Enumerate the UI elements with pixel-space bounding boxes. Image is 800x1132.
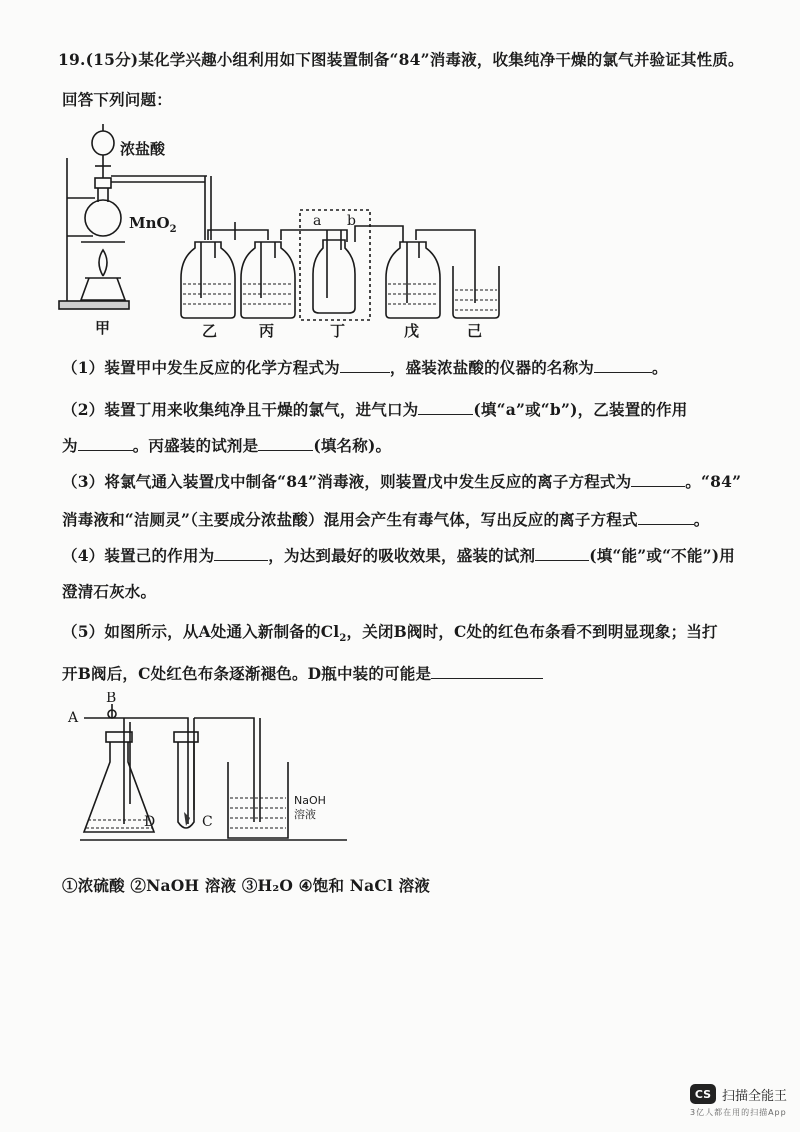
label-A: A xyxy=(68,710,79,726)
subq-4-line-2: 澄清石灰水。 xyxy=(62,582,157,601)
subq-5-line-1: （5）如图所示，从A处通入新制备的$Cl_2$，关闭B阀时，C处的红色布条看不到明显现象；当打 xyxy=(62,622,718,645)
label-yi: 乙 xyxy=(202,322,218,340)
port-a-label: a xyxy=(313,213,322,229)
subq-5-line-2: 开B阀后，C处红色布条逐渐褪色。D瓶中装的可能是 xyxy=(62,662,543,684)
apparatus-figure-1 xyxy=(55,118,555,343)
label-ding: 丁 xyxy=(330,322,346,340)
label-B: B xyxy=(106,692,117,706)
question-score: (15分) xyxy=(85,50,139,69)
label-C: C xyxy=(202,814,213,830)
label-jia: 甲 xyxy=(95,319,111,337)
label-bing: 丙 xyxy=(259,322,275,340)
question-stem xyxy=(58,48,744,70)
port-b-label: b xyxy=(347,213,356,229)
reagent-mno2-label: MnO$_2$ xyxy=(129,214,177,235)
answer-options: ①浓硫酸 ②NaOH 溶液 ③H₂O ④饱和 NaCl 溶液 xyxy=(62,876,431,895)
scanner-tagline: 3亿人都在用的扫描App xyxy=(690,1108,787,1117)
naoh-label-1: NaOH xyxy=(294,794,326,807)
label-ji: 己 xyxy=(467,322,483,340)
scanner-logo-icon: CS xyxy=(690,1084,716,1104)
subq-1: （1）装置甲中发生反应的化学方程式为 ，盛装浓盐酸的仪器的名称为 。 xyxy=(62,358,668,377)
subq-2-line-2: 为 。丙盛装的试剂是 (填名称)。 xyxy=(62,436,392,455)
subq-3-line-2: 消毒液和“洁厕灵”（主要成分浓盐酸）混用会产生有毒气体，写出反应的离子方程式 。 xyxy=(62,510,710,529)
reagent-hcl-label: 浓盐酸 xyxy=(120,140,166,158)
label-D: D xyxy=(144,814,156,830)
subq-3-line-1: （3）将氯气通入装置戊中制备“84”消毒液，则装置戊中发生反应的离子方程式为 。“84” xyxy=(62,472,742,491)
stem-line-1: 某化学兴趣小组利用如下图装置制备“84”消毒液，收集纯净干燥的氯气并验证其性质。 xyxy=(138,50,744,69)
label-wu: 戊 xyxy=(404,322,420,340)
question-number: 19. xyxy=(58,50,86,69)
subq-4-line-1: （4）装置己的作用为 ，为达到最好的吸收效果，盛装的试剂 (填“能”或“不能”)用 xyxy=(62,546,735,565)
scanner-name: 扫描全能王 xyxy=(722,1088,788,1104)
stem-line-2: 回答下列问题： xyxy=(62,90,172,109)
subq-2-line-1: （2）装置丁用来收集纯净且干燥的氯气，进气口为 (填“a”或“b”)，乙装置的作用 xyxy=(62,400,688,419)
scanner-watermark xyxy=(690,1084,787,1104)
naoh-label-2: 溶液 xyxy=(294,808,316,821)
apparatus-figure-2 xyxy=(62,692,362,852)
